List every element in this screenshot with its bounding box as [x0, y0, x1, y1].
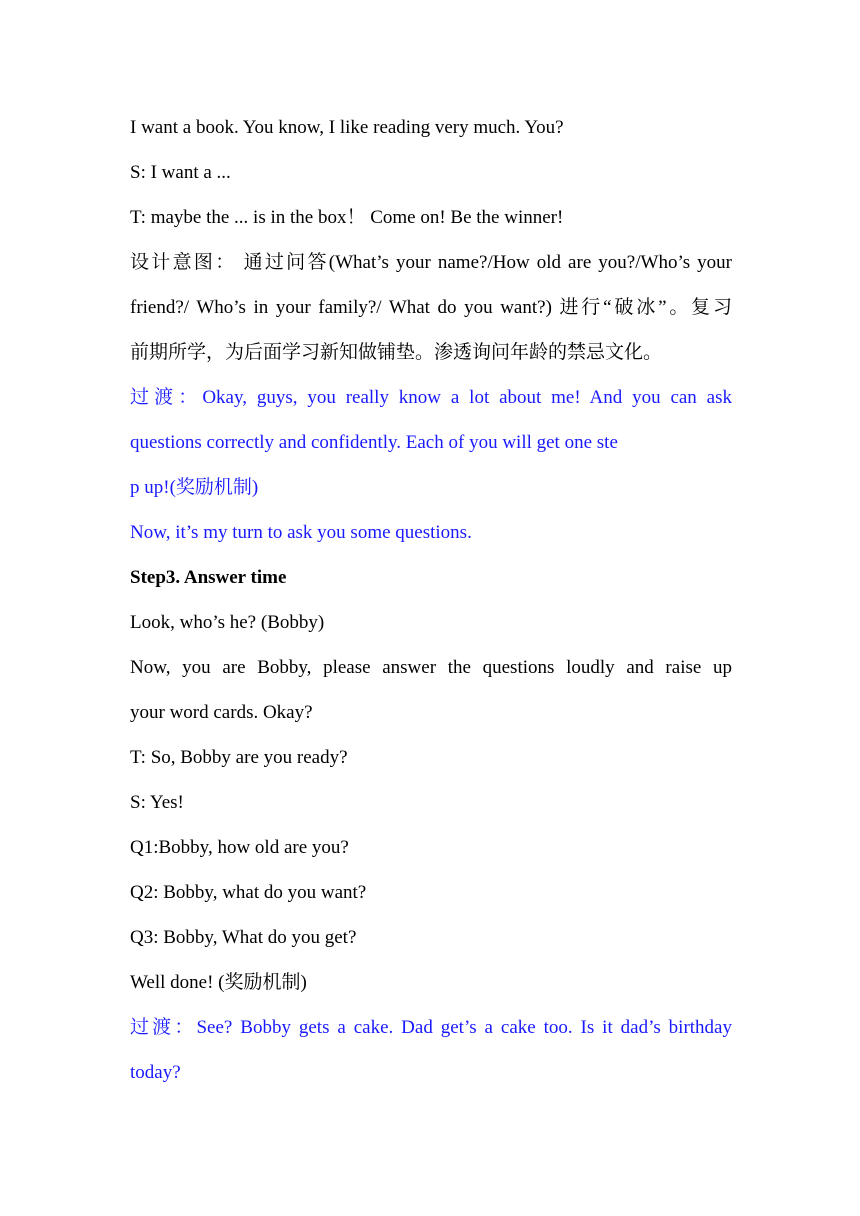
- question-line: Q2: Bobby, what do you want?: [130, 882, 367, 903]
- transition-line: today?: [130, 1062, 181, 1083]
- section-heading: Step3. Answer time: [130, 567, 287, 588]
- text-line: Look, who’s he? (Bobby): [130, 612, 325, 633]
- text-line: S: Yes!: [130, 792, 184, 813]
- question-line: Q3: Bobby, What do you get?: [130, 927, 357, 948]
- design-intent-line: 设计意图： 通过问答(What’s your name?/How old are you?/Who’s your: [130, 252, 732, 273]
- text-line: I want a book. You know, I like reading very much. You?: [130, 117, 564, 138]
- text-line: your word cards. Okay?: [130, 702, 313, 723]
- text-line: Now, you are Bobby, please answer the questions loudly and raise up: [130, 657, 732, 678]
- text-line: T: So, Bobby are you ready?: [130, 747, 348, 768]
- document-page: [130, 105, 732, 1095]
- text-line: T: maybe the ... is in the box！ Come on! Be the winner!: [130, 207, 564, 228]
- transition-line: p up!(奖励机制): [130, 477, 259, 498]
- text-line: S: I want a ...: [130, 162, 231, 183]
- text-line: Well done! (奖励机制): [130, 972, 307, 993]
- transition-line: 过渡：See? Bobby gets a cake. Dad get’s a cake too. Is it dad’s birthday: [130, 1017, 732, 1038]
- transition-line: questions correctly and confidently. Each of you will get one ste: [130, 432, 618, 453]
- question-line: Q1:Bobby, how old are you?: [130, 837, 349, 858]
- transition-line: 过渡：Okay, guys, you really know a lot about me! And you can ask: [130, 387, 732, 408]
- design-intent-line: friend?/ Who’s in your family?/ What do you want?) 进行“破冰”。复习: [130, 297, 732, 318]
- design-intent-line: 前期所学，为后面学习新知做铺垫。渗透询问年龄的禁忌文化。: [130, 342, 663, 363]
- transition-line: Now, it’s my turn to ask you some questions.: [130, 522, 472, 543]
